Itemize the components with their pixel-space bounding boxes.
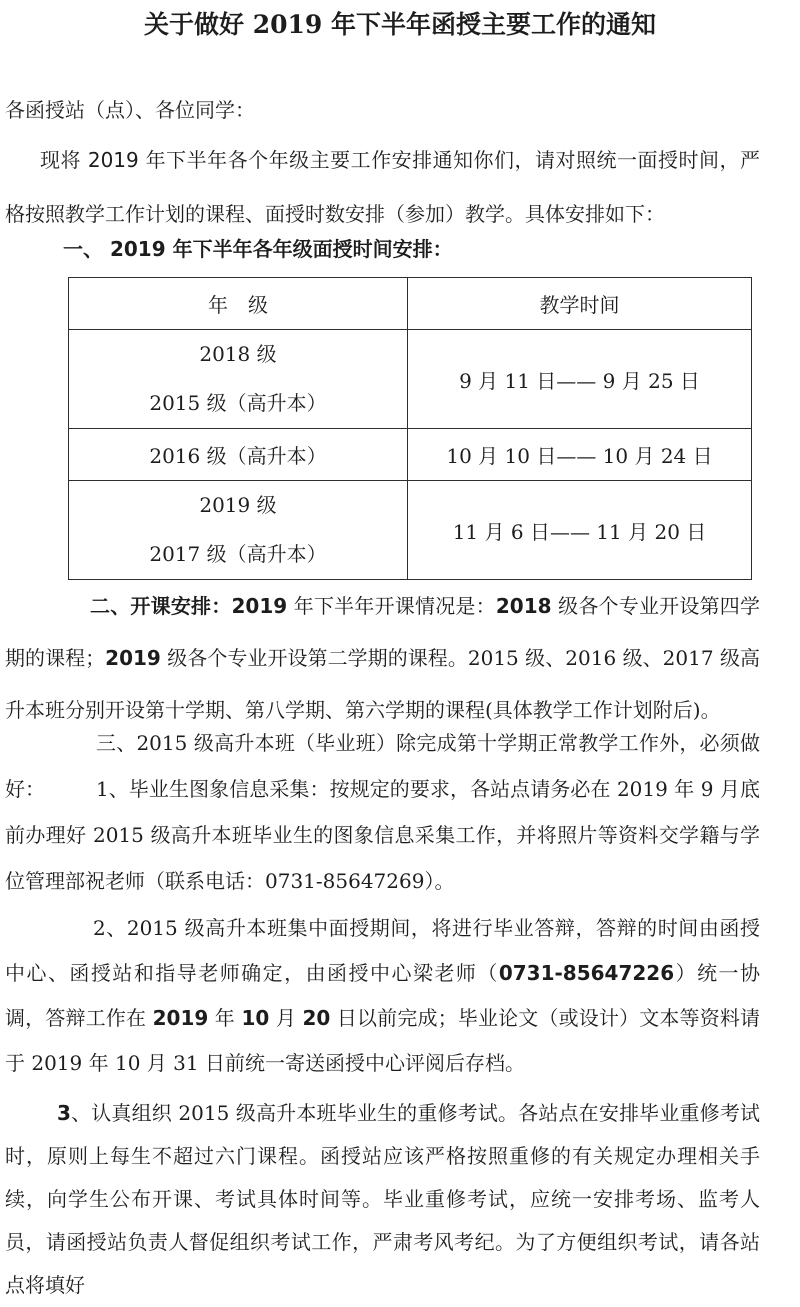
text-run: ）统一协调，答辩工作在 (5, 961, 761, 1030)
section-1-heading (5, 232, 760, 266)
time-cell: 10 月 10 日—— 10 月 24 日 (408, 429, 752, 481)
table-row (69, 429, 752, 481)
text-run: 月 (269, 1006, 303, 1030)
text-run: 年下半年各年级面授时间安排： (165, 237, 453, 261)
text-run: 10 (241, 1006, 270, 1030)
item-2-paragraph (5, 906, 760, 1086)
text-run: 、认真组织 2015 级高升本班毕业生的重修考试。各站点在安排毕业重修考试时，原则上每生不超过六门课程。函授站应该严格按照重修的有关规定办理相关手续，向学生公布开课、考试具体时间等。毕业重修考试，应统一安排考场、监考人员，请函授站负责人督促组织考试工作，严肃考风考纪。为了方便组织考试，请各站点将填好 (5, 1101, 760, 1297)
time-cell: 9 月 11 日—— 9 月 25 日 (408, 330, 752, 429)
text-run: 级各个专业开设第二学期的课程。2015 级、2016 级、2017 级高升本班分别开设第十学期、第八学期、第六学期的课程(具体教学工作计划附后)。 (5, 646, 760, 722)
face-teaching-schedule-table (68, 277, 752, 580)
table-header-time: 教学时间 (408, 278, 752, 330)
text-run: 2019 (87, 148, 139, 172)
grade-line: 2016 级（高升本） (149, 444, 327, 468)
text-run: 2019 (152, 1006, 209, 1030)
salutation: 各函授站（点）、各位同学： (5, 98, 255, 122)
section-2-paragraph (5, 580, 760, 736)
text-run: 日以前完成；毕业论文（或设计）文本等资料请于 2019 年 10 月 31 日前统一寄送函授中心评阅后存档。 (5, 1006, 761, 1075)
item-3-paragraph (5, 1092, 760, 1307)
grade-cell (69, 429, 408, 481)
table-header-row (69, 278, 752, 330)
text-run: 2019 (109, 237, 166, 261)
table-row (69, 481, 752, 580)
text-run: 现将 (40, 148, 88, 172)
grade-line: 2015 级（高升本） (149, 391, 327, 415)
text-run: 0731-85647226 (498, 961, 675, 985)
text-run: 三、2015 级高升本班（毕业班）除完成第十学期正常教学工作外，必须做好： (5, 731, 760, 801)
text-run: 3 (57, 1101, 71, 1125)
text-run: 20 (302, 1006, 331, 1030)
text-run: 一、 (63, 237, 110, 261)
text-run: 二、开课安排： (90, 594, 232, 618)
text-run: 年下半年开课情况是： (287, 594, 496, 618)
text-run: 年下半年各个年级主要工作安排通知你们，请对照统一面授时间，严格按照教学工作计划的课程、面授时数安排（参加）教学。具体安排如下： (5, 148, 761, 226)
document-title: 关于做好 2019 年下半年函授主要工作的通知 (144, 10, 656, 39)
table-row (69, 330, 752, 429)
text-run: 级各个专业开设第四学期的课程； (5, 594, 761, 670)
time-cell: 11 月 6 日—— 11 月 20 日 (408, 481, 752, 580)
text-run: 2、2015 级高升本班集中面授期间，将进行毕业答辩，答辩的时间由函授中心、函授站和指导老师确定，由函授中心梁老师（ (5, 916, 760, 985)
text-run: 年 (208, 1006, 242, 1030)
grade-cell (69, 330, 408, 429)
grade-line: 2018 级 (199, 342, 277, 366)
item-1-paragraph (5, 766, 760, 904)
grade-line: 2019 级 (199, 493, 277, 517)
text-run: 2019 (231, 594, 288, 618)
grade-cell (69, 481, 408, 580)
grade-line: 2017 级（高升本） (149, 542, 327, 566)
text-run: 2019 (105, 646, 161, 670)
table-header-grade: 年 级 (69, 278, 408, 330)
intro-paragraph (5, 133, 760, 241)
text-run: 1、毕业生图象信息采集：按规定的要求，各站点请务必在 2019 年 9 月底前办理好 2015 级高升本班毕业生的图象信息采集工作，并将照片等资料交学籍与学位管理部祝老师（联系电话：0731-85647269）。 (5, 777, 760, 893)
text-run: 2018 (495, 594, 552, 618)
